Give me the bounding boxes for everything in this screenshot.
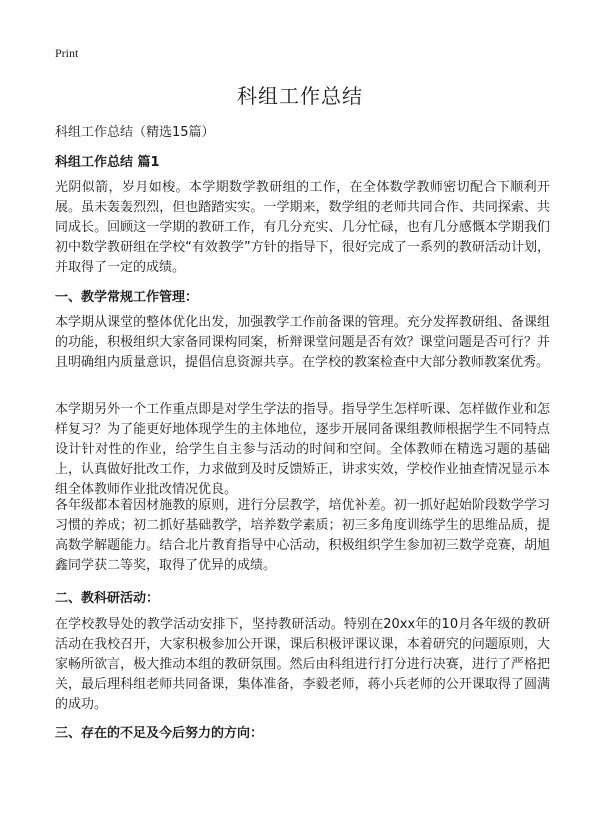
paragraph-2: 本学期另外一个工作重点即是对学生学法的指导。指导学生怎样听课、怎样做作业和怎样复习？为了能更好地体现学生的主体地位，逐步开展同备课组教师根据学生不同特点设计针对性的作业，给学生自主参与活动的时间和空间。全体教师在精选习题的基础上，认真做好批改工作，力求做到及时反馈矫正，讲求实效，学校作业抽查情况显示本组全体教师作业批改情况优良。 (55, 402, 550, 497)
section-heading-3: 三、存在的不足及今后努力的方向： (55, 726, 264, 741)
article-heading: 科组工作总结 篇1 (55, 155, 160, 170)
paragraph-intro: 光阴似箭，岁月如梭。本学期数学教研组的工作，在全体数学教师密切配合下顺利开展。虽未轰轰烈烈，但也踏踏实实。一学期来，数学组的老师共同合作、共同探索、共同成长。回顾这一学期的教研工作，有几分充实、几分忙碌，也有几分感慨本学期我们初中数学教研组在学校“有效教学”方针的指导下，很好完成了一系列的教研活动计划，并取得了一定的成绩。 (55, 180, 550, 275)
print-link[interactable]: Print (55, 46, 79, 60)
document-subtitle: 科组工作总结（精选15篇） (55, 125, 215, 140)
paragraph-1: 本学期从课堂的整体优化出发，加强教学工作前备课的管理。充分发挥教研组、备课组的功能，积极组织大家备同课构同案，析辩课堂问题是否有效？课堂问题是否可行？并且明确组内质量意识，提倡信息资源共享。在学校的教案检查中大部分教师教案优秀。 (55, 315, 550, 370)
paragraph-4: 在学校教导处的教学活动安排下，坚持教研活动。特别在20xx年的10月各年级的教研活动在我校召开，大家积极参加公开课，课后积极评课议课，本着研究的问题原则，大家畅所欲言，极大推动本组的教研氛围。然后由科组进行打分进行决赛，进行了严格把关，最后理科组老师共同备课，集体准备，李毅老师，蒋小兵老师的公开课取得了圆满的成功。 (55, 617, 550, 712)
section-heading-2: 二、教科研活动： (55, 591, 160, 606)
document-title: 科组工作总结 (237, 84, 363, 108)
paragraph-3: 各年级都本着因材施教的原则，进行分层教学，培优补差。初一抓好起始阶段数学学习习惯的养成；初二抓好基础教学，培养数学素质；初三多角度训练学生的思维品质，提高数学解题能力。结合北片教育指导中心活动，积极组织学生参加初三数学竞赛，胡旭鑫同学获二等奖，取得了优异的成绩。 (55, 498, 550, 573)
section-heading-1: 一、教学常规工作管理： (55, 290, 199, 305)
